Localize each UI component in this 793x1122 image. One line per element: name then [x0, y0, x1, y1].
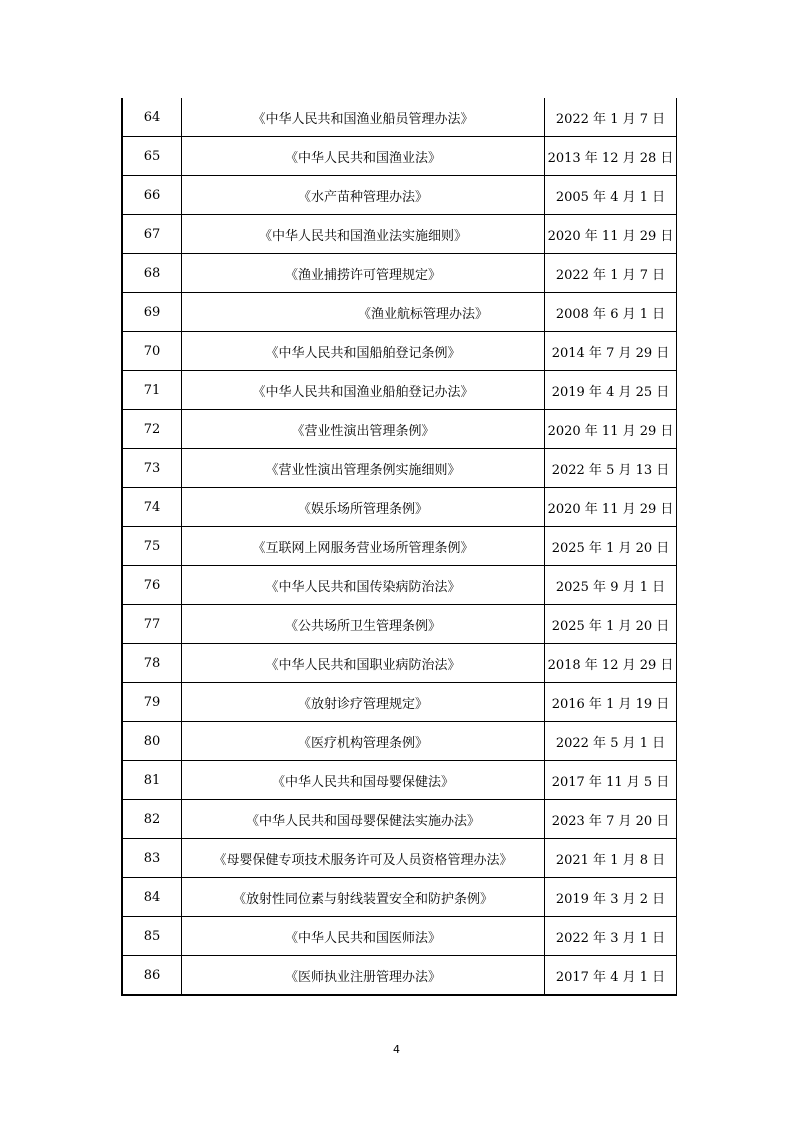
table-row	[122, 176, 677, 215]
table-row	[122, 332, 677, 371]
row-number-cell: 80	[122, 722, 182, 761]
table-row	[122, 917, 677, 956]
row-number-cell: 77	[122, 605, 182, 644]
effective-date-cell: 2022 年 3 月 1 日	[545, 917, 677, 956]
regulations-table-body	[122, 98, 677, 995]
regulation-name-cell: 《中华人民共和国母婴保健法》	[182, 761, 545, 800]
row-number-cell: 68	[122, 254, 182, 293]
effective-date-cell: 2013 年 12 月 28 日	[545, 137, 677, 176]
effective-date-cell: 2019 年 3 月 2 日	[545, 878, 677, 917]
regulation-name-cell: 《医疗机构管理条例》	[182, 722, 545, 761]
regulation-name-cell: 《中华人民共和国渔业法》	[182, 137, 545, 176]
row-number-cell: 73	[122, 449, 182, 488]
row-number-cell: 72	[122, 410, 182, 449]
regulation-name-cell: 《放射诊疗管理规定》	[182, 683, 545, 722]
row-number-cell: 78	[122, 644, 182, 683]
effective-date-cell: 2014 年 7 月 29 日	[545, 332, 677, 371]
row-number-cell: 82	[122, 800, 182, 839]
table-row	[122, 98, 677, 137]
table-row	[122, 605, 677, 644]
effective-date-cell: 2022 年 1 月 7 日	[545, 254, 677, 293]
regulation-name-cell: 《中华人民共和国渔业船员管理办法》	[182, 98, 545, 137]
row-number-cell: 83	[122, 839, 182, 878]
row-number-cell: 75	[122, 527, 182, 566]
table-row	[122, 839, 677, 878]
regulation-name-cell: 《放射性同位素与射线装置安全和防护条例》	[182, 878, 545, 917]
effective-date-cell: 2005 年 4 月 1 日	[545, 176, 677, 215]
effective-date-cell: 2017 年 4 月 1 日	[545, 956, 677, 996]
row-number-cell: 79	[122, 683, 182, 722]
regulation-name-cell: 《中华人民共和国母婴保健法实施办法》	[182, 800, 545, 839]
regulation-name-cell: 《娱乐场所管理条例》	[182, 488, 545, 527]
regulation-name-cell: 《互联网上网服务营业场所管理条例》	[182, 527, 545, 566]
table-row	[122, 371, 677, 410]
table-row	[122, 956, 677, 996]
effective-date-cell: 2023 年 7 月 20 日	[545, 800, 677, 839]
effective-date-cell: 2022 年 5 月 13 日	[545, 449, 677, 488]
row-number-cell: 67	[122, 215, 182, 254]
table-row	[122, 293, 677, 332]
regulation-name-cell: 《中华人民共和国职业病防治法》	[182, 644, 545, 683]
row-number-cell: 70	[122, 332, 182, 371]
effective-date-cell: 2019 年 4 月 25 日	[545, 371, 677, 410]
row-number-cell: 76	[122, 566, 182, 605]
regulation-name-cell: 《中华人民共和国医师法》	[182, 917, 545, 956]
effective-date-cell: 2018 年 12 月 29 日	[545, 644, 677, 683]
regulation-name-cell: 《中华人民共和国渔业法实施细则》	[182, 215, 545, 254]
regulation-name-cell: 《营业性演出管理条例》	[182, 410, 545, 449]
regulation-name-cell: 《渔业捕捞许可管理规定》	[182, 254, 545, 293]
regulation-name-cell: 《中华人民共和国传染病防治法》	[182, 566, 545, 605]
table-row	[122, 683, 677, 722]
row-number-cell: 64	[122, 98, 182, 137]
table-row	[122, 644, 677, 683]
table-row	[122, 215, 677, 254]
table-row	[122, 800, 677, 839]
table-row	[122, 761, 677, 800]
row-number-cell: 65	[122, 137, 182, 176]
row-number-cell: 69	[122, 293, 182, 332]
table-row	[122, 137, 677, 176]
table-row	[122, 527, 677, 566]
regulations-table	[121, 98, 677, 996]
regulation-name-cell: 《医师执业注册管理办法》	[182, 956, 545, 996]
table-row	[122, 488, 677, 527]
effective-date-cell: 2017 年 11 月 5 日	[545, 761, 677, 800]
effective-date-cell: 2020 年 11 月 29 日	[545, 215, 677, 254]
table-row	[122, 449, 677, 488]
table-row	[122, 878, 677, 917]
row-number-cell: 66	[122, 176, 182, 215]
regulation-name-cell: 《中华人民共和国渔业船舶登记办法》	[182, 371, 545, 410]
regulation-name-cell: 《公共场所卫生管理条例》	[182, 605, 545, 644]
regulation-name-cell: 《营业性演出管理条例实施细则》	[182, 449, 545, 488]
row-number-cell: 71	[122, 371, 182, 410]
effective-date-cell: 2008 年 6 月 1 日	[545, 293, 677, 332]
effective-date-cell: 2025 年 1 月 20 日	[545, 605, 677, 644]
effective-date-cell: 2016 年 1 月 19 日	[545, 683, 677, 722]
page-number: 4	[393, 1043, 400, 1056]
row-number-cell: 81	[122, 761, 182, 800]
regulation-name-cell: 《母婴保健专项技术服务许可及人员资格管理办法》	[182, 839, 545, 878]
row-number-cell: 84	[122, 878, 182, 917]
effective-date-cell: 2022 年 1 月 7 日	[545, 98, 677, 137]
row-number-cell: 74	[122, 488, 182, 527]
effective-date-cell: 2020 年 11 月 29 日	[545, 410, 677, 449]
effective-date-cell: 2025 年 9 月 1 日	[545, 566, 677, 605]
table-row	[122, 254, 677, 293]
effective-date-cell: 2020 年 11 月 29 日	[545, 488, 677, 527]
effective-date-cell: 2021 年 1 月 8 日	[545, 839, 677, 878]
regulation-name-cell: 《中华人民共和国船舶登记条例》	[182, 332, 545, 371]
row-number-cell: 86	[122, 956, 182, 996]
effective-date-cell: 2022 年 5 月 1 日	[545, 722, 677, 761]
regulation-name-cell: 《水产苗种管理办法》	[182, 176, 545, 215]
table-row	[122, 410, 677, 449]
row-number-cell: 85	[122, 917, 182, 956]
regulation-name-cell: 《渔业航标管理办法》	[182, 293, 545, 332]
effective-date-cell: 2025 年 1 月 20 日	[545, 527, 677, 566]
table-row	[122, 722, 677, 761]
table-row	[122, 566, 677, 605]
